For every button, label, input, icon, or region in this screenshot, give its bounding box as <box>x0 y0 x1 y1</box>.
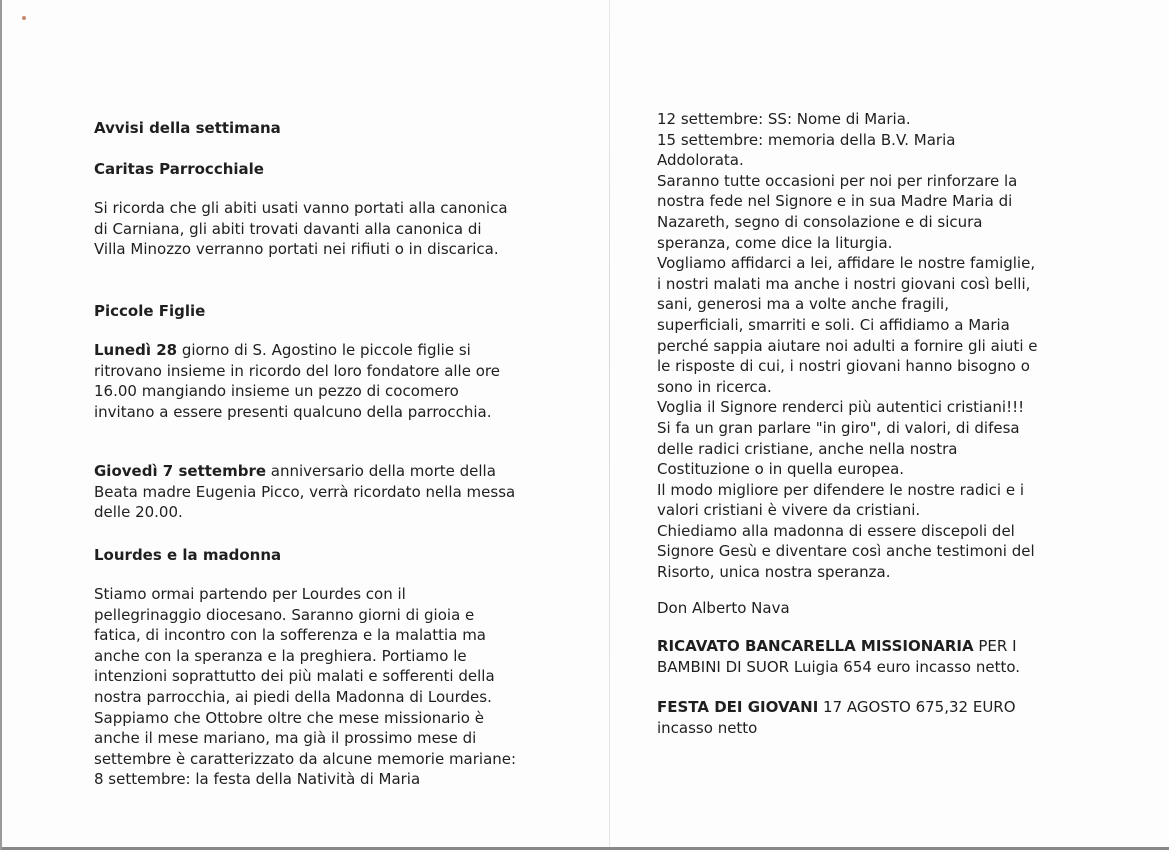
text-line: Addolorata. <box>657 151 744 170</box>
text-line: Risorto, unica nostra speranza. <box>657 563 891 582</box>
text-line: anche con la speranza e la preghiera. Portiamo le <box>94 646 467 665</box>
text-line: 16.00 mangiando insieme un pezzo di cocomero <box>94 382 459 401</box>
text-line: Voglia il Signore renderci più autentici cristiani!!! <box>657 398 1025 417</box>
text-line: pellegrinaggio diocesano. Saranno giorni di gioia e <box>94 605 475 624</box>
text-line: Chiediamo alla madonna di essere discepoli del <box>657 521 1015 540</box>
text-line: Villa Minozzo verranno portati nei rifiuti o in discarica. <box>94 240 499 259</box>
text-line: le risposte di cui, i nostri giovani hanno bisogno o <box>657 357 1030 376</box>
ricavato-bold: RICAVATO BANCARELLA MISSIONARIA <box>657 637 974 655</box>
signature: Don Alberto Nava <box>657 599 790 617</box>
text-line: incasso netto <box>657 718 758 737</box>
giovedi-rest: anniversario della morte della <box>266 462 496 480</box>
festa-notice <box>657 697 1016 738</box>
text-line: perché sappia aiutare noi adulti a fornire gli aiuti e <box>657 336 1038 355</box>
text-line: Signore Gesù e diventare così anche testimoni del <box>657 542 1035 561</box>
text-line: settembre è caratterizzato da alcune memorie mariane: <box>94 749 517 768</box>
text-line: 12 settembre: SS: Nome di Maria. <box>657 110 911 128</box>
text-line <box>94 340 500 361</box>
text-line <box>657 636 1020 657</box>
giovedi-paragraph <box>94 461 515 523</box>
caritas-paragraph <box>94 198 508 260</box>
heading-piccole-figlie: Piccole Figlie <box>94 302 206 320</box>
ricavato-rest: PER I <box>973 637 1017 655</box>
text-line: 8 settembre: la festa della Natività di Maria <box>94 770 421 789</box>
right-paragraph <box>657 109 1037 583</box>
text-line: Il modo migliore per difendere le nostre radici e i <box>657 480 1025 499</box>
text-line <box>657 697 1016 718</box>
text-line: Nazareth, segno di consolazione e di sicura <box>657 212 983 231</box>
text-line: sono in ricerca. <box>657 377 772 396</box>
text-line: speranza, come dice la liturgia. <box>657 233 893 252</box>
text-line: BAMBINI DI SUOR Luigia 654 euro incasso netto. <box>657 657 1021 676</box>
text-line: sani, generosi ma a volte anche fragili, <box>657 295 949 314</box>
text-line: delle radici cristiane, anche nella nostra <box>657 439 958 458</box>
ricavato-notice <box>657 636 1020 677</box>
text-line: Stiamo ormai partendo per Lourdes con il <box>94 585 406 603</box>
heading-caritas: Caritas Parrocchiale <box>94 160 264 178</box>
text-line: invitano a essere presenti qualcuno della parrocchia. <box>94 402 492 421</box>
festa-bold: FESTA DEI GIOVANI <box>657 698 819 716</box>
festa-rest: 17 AGOSTO 675,32 EURO <box>818 698 1016 716</box>
text-line: ritrovano insieme in ricordo del loro fondatore alle ore <box>94 361 500 380</box>
text-line: nostra fede nel Signore e in sua Madre Maria di <box>657 192 1013 211</box>
heading-avvisi: Avvisi della settimana <box>94 119 281 137</box>
text-line: anche il mese mariano, ma già il prossimo mese di <box>94 729 477 748</box>
text-line: Si fa un gran parlare "in giro", di valori, di difesa <box>657 418 1020 437</box>
ink-speck <box>22 16 26 20</box>
text-line: Costituzione o in quella europea. <box>657 460 905 479</box>
text-line: 15 settembre: memoria della B.V. Maria <box>657 130 956 149</box>
giovedi-bold: Giovedì 7 settembre <box>94 462 267 480</box>
text-line: superficiali, smarriti e soli. Ci affidiamo a Maria <box>657 315 1010 334</box>
text-line: nostra parrocchia, ai piedi della Madonna di Lourdes. <box>94 687 492 706</box>
text-line: Saranno tutte occasioni per noi per rinforzare la <box>657 171 1018 190</box>
lunedi-rest: giorno di S. Agostino le piccole figlie si <box>177 341 471 359</box>
text-line: Si ricorda che gli abiti usati vanno portati alla canonica <box>94 199 508 217</box>
page-fold <box>609 0 610 850</box>
text-line: Vogliamo affidarci a lei, affidare le nostre famiglie, <box>657 254 1036 273</box>
text-line: intenzioni soprattutto dei più malati e sofferenti della <box>94 667 495 686</box>
lunedi-bold: Lunedì 28 <box>94 341 178 359</box>
text-line: Sappiamo che Ottobre oltre che mese missionario è <box>94 708 484 727</box>
heading-lourdes: Lourdes e la madonna <box>94 546 282 564</box>
text-line: di Carniana, gli abiti trovati davanti alla canonica di <box>94 219 482 238</box>
lourdes-paragraph <box>94 584 516 790</box>
text-line: Beata madre Eugenia Picco, verrà ricordato nella messa <box>94 482 516 501</box>
text-line: delle 20.00. <box>94 503 183 522</box>
text-line: fatica, di incontro con la sofferenza e la malattia ma <box>94 626 486 645</box>
lunedi-paragraph <box>94 340 500 422</box>
text-line: i nostri malati ma anche i nostri giovani così belli, <box>657 274 1031 293</box>
text-line <box>94 461 515 482</box>
text-line: valori cristiani è vivere da cristiani. <box>657 501 921 520</box>
